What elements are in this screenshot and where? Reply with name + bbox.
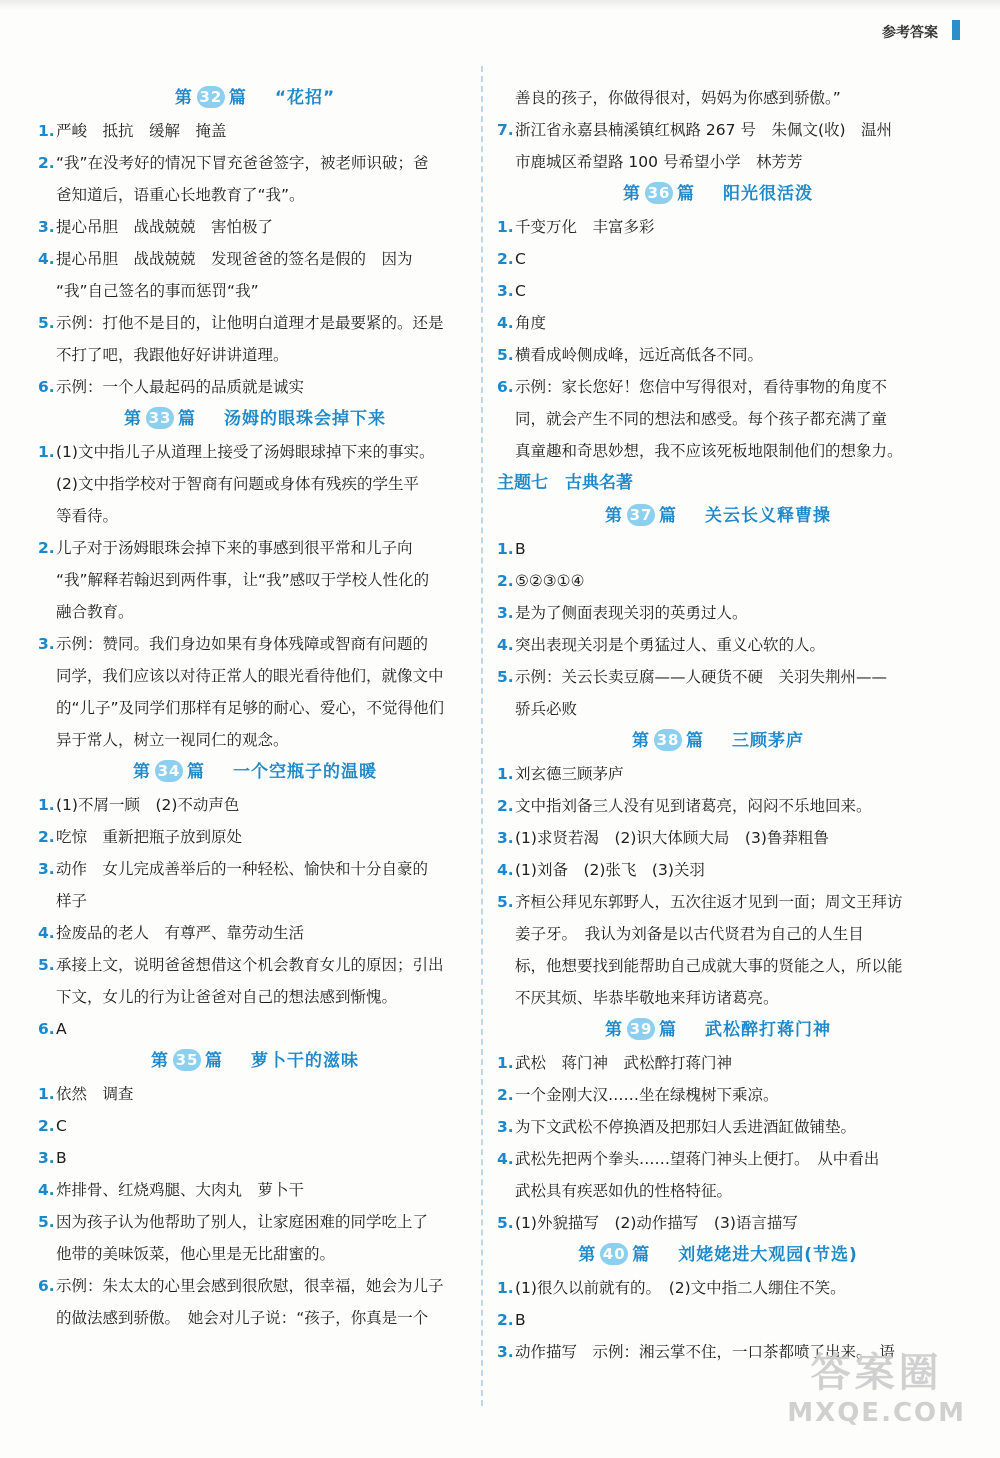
answer-text: B <box>515 1311 526 1329</box>
article-number-badge: 33 <box>146 407 174 429</box>
answer-number: 1. <box>497 218 514 236</box>
answer-number: 3. <box>497 1118 514 1136</box>
title-prefix: 第 <box>133 762 151 782</box>
answer-text: 突出表现关羽是个勇猛过人、重义心软的人。 <box>515 636 826 654</box>
watermark <box>787 1341 966 1428</box>
section-title <box>38 82 470 115</box>
answer-text: 爸知道后，语重心长地教育了“我”。 <box>56 186 305 204</box>
answer-text: “我”解释若翰迟到两件事，让“我”感叹于学校人性化的 <box>56 571 430 589</box>
answer-text: “我”自己签名的事而惩罚“我” <box>56 282 259 300</box>
answer-continuation <box>38 275 470 307</box>
title-suffix: 篇 <box>178 409 196 429</box>
answer-text: 下文，女儿的行为让爸爸对自己的想法感到惭愧。 <box>56 988 398 1006</box>
answer-text: 是为了侧面表现关羽的英勇过人。 <box>515 604 748 622</box>
answer-line <box>497 790 937 822</box>
answer-number: 7. <box>497 121 514 139</box>
answer-number: 4. <box>38 250 55 268</box>
answer-number: 6. <box>38 1020 55 1038</box>
answer-number: 6. <box>38 378 55 396</box>
answer-number: 5. <box>38 1213 55 1231</box>
answer-continuation <box>38 885 470 917</box>
answer-text: 提心吊胆 战战兢兢 害怕极了 <box>56 218 274 236</box>
page-top-edge <box>0 0 1000 10</box>
answer-number: 3. <box>38 1149 55 1167</box>
answer-text: 武松先把两个拳头……望蒋门神头上便打。 从中看出 <box>515 1150 880 1168</box>
answer-continuation <box>497 1175 937 1207</box>
section-title <box>38 756 470 789</box>
answer-line <box>38 1142 470 1174</box>
answer-text: 齐桓公拜见东郭野人，五次往返才见到一面；周文王拜访 <box>515 893 903 911</box>
answer-text: 样子 <box>56 892 88 910</box>
title-prefix: 第 <box>151 1051 169 1071</box>
answer-line <box>38 853 470 885</box>
answer-line <box>497 661 937 693</box>
article-title: “花招” <box>274 88 336 108</box>
answer-number: 2. <box>497 250 514 268</box>
answer-text: C <box>515 282 526 300</box>
answer-text: 捡废品的老人 有尊严、靠劳动生活 <box>56 924 305 942</box>
answer-continuation <box>497 693 937 725</box>
article-title: 关云长义释曹操 <box>705 506 831 526</box>
answer-text: 武松具有疾恶如仇的性格特征。 <box>515 1182 733 1200</box>
answer-number: 1. <box>497 765 514 783</box>
answer-continuation <box>497 403 937 435</box>
answer-text: 浙江省永嘉县楠溪镇红枫路 267 号 朱佩文(收) 温州 <box>515 121 893 139</box>
answer-text: 横看成岭侧成峰，远近高低各不同。 <box>515 346 764 364</box>
answer-line <box>497 307 937 339</box>
right-column <box>497 82 937 1368</box>
section-title <box>38 403 470 436</box>
answer-number: 3. <box>497 604 514 622</box>
section-title <box>497 1239 937 1272</box>
answer-line <box>497 243 937 275</box>
answer-text: 骄兵必败 <box>515 700 578 718</box>
answer-number: 4. <box>38 1181 55 1199</box>
title-suffix: 篇 <box>228 88 247 108</box>
answer-text: C <box>515 250 526 268</box>
answer-line <box>497 886 937 918</box>
watermark-url: MXQE.COM <box>787 1398 966 1428</box>
answer-number: 6. <box>38 1277 55 1295</box>
answer-line <box>497 275 937 307</box>
title-prefix: 第 <box>174 88 193 108</box>
answer-text: 依然 调查 <box>56 1085 134 1103</box>
answer-number: 5. <box>497 1214 514 1232</box>
answer-line <box>38 821 470 853</box>
article-number-badge: 40 <box>600 1243 628 1265</box>
answer-text: 示例：一个人最起码的品质就是诚实 <box>56 378 305 396</box>
answer-line <box>38 917 470 949</box>
answer-text: 姜子牙。 我认为刘备是以古代贤君为自己的人生目 <box>515 925 864 943</box>
answer-line <box>497 629 937 661</box>
article-number-badge: 35 <box>173 1049 201 1071</box>
answer-text: 吃惊 重新把瓶子放到原处 <box>56 828 243 846</box>
answer-text: 为下文武松不停换酒及把那妇人丢进酒缸做铺垫。 <box>515 1118 857 1136</box>
section-title <box>497 178 937 211</box>
answer-text: 示例：家长您好！您信中写得很对，看待事物的角度不 <box>515 378 888 396</box>
answer-continuation <box>497 435 937 467</box>
answer-number: 3. <box>497 282 514 300</box>
answer-line <box>38 1013 470 1045</box>
title-prefix: 第 <box>632 731 650 751</box>
answer-number: 2. <box>38 539 55 557</box>
article-number-badge: 36 <box>645 182 673 204</box>
answer-text: C <box>56 1117 67 1135</box>
header-accent-bar <box>952 20 960 40</box>
answer-text: (1)外貌描写 (2)动作描写 (3)语言描写 <box>515 1214 798 1232</box>
answer-text: (1)求贤若渴 (2)识大体顾大局 (3)鲁莽粗鲁 <box>515 829 829 847</box>
answer-number: 1. <box>38 1085 55 1103</box>
answer-text: 同，就会产生不同的想法和感受。每个孩子都充满了童 <box>515 410 888 428</box>
answer-text: 儿子对于汤姆眼珠会掉下来的事感到很平常和儿子向 <box>56 539 413 557</box>
answer-line <box>38 436 470 468</box>
answer-line <box>497 565 937 597</box>
answer-line <box>38 1270 470 1302</box>
answer-text: 承接上文，说明爸爸想借这个机会教育女儿的原因；引出 <box>56 956 444 974</box>
section-title <box>38 1045 470 1078</box>
answer-continuation <box>497 918 937 950</box>
answer-line <box>38 949 470 981</box>
answer-text: 异于常人，树立一视同仁的观念。 <box>56 731 289 749</box>
answer-number: 2. <box>38 1117 55 1135</box>
answer-text: 不厌其烦、毕恭毕敬地来拜访诸葛亮。 <box>515 989 779 1007</box>
answer-line <box>38 1206 470 1238</box>
answer-line <box>497 1079 937 1111</box>
answer-text: B <box>515 540 526 558</box>
answer-text: B <box>56 1149 67 1167</box>
answer-line <box>497 1143 937 1175</box>
answer-number: 5. <box>497 668 514 686</box>
answer-line <box>38 628 470 660</box>
left-column <box>38 82 470 1334</box>
answer-line <box>497 597 937 629</box>
article-number-badge: 39 <box>627 1018 655 1040</box>
article-title: 刘姥姥进大观园(节选) <box>678 1245 858 1265</box>
answer-text: 武松 蒋门神 武松醉打蒋门神 <box>515 1054 733 1072</box>
answer-continuation <box>38 692 470 724</box>
answer-number: 1. <box>38 122 55 140</box>
answer-text: (1)不屑一顾 (2)不动声色 <box>56 796 240 814</box>
answer-line <box>38 211 470 243</box>
answer-text: 融合教育。 <box>56 603 134 621</box>
answer-continuation <box>38 660 470 692</box>
answer-text: (1)刘备 (2)张飞 (3)关羽 <box>515 861 705 879</box>
answer-number: 6. <box>497 378 514 396</box>
answer-number: 1. <box>38 443 55 461</box>
answer-continuation <box>497 146 937 178</box>
answer-continuation <box>38 468 470 500</box>
article-title: 一个空瓶子的温暖 <box>233 762 377 782</box>
title-prefix: 第 <box>605 506 623 526</box>
answer-number: 3. <box>497 1343 514 1361</box>
answer-line <box>38 307 470 339</box>
answer-number: 2. <box>38 828 55 846</box>
answer-continuation <box>38 724 470 756</box>
answer-line <box>497 339 937 371</box>
answer-number: 3. <box>38 860 55 878</box>
answer-line <box>497 1272 937 1304</box>
article-title: 三顾茅庐 <box>732 731 804 751</box>
answer-number: 1. <box>497 540 514 558</box>
answer-text: 刘玄德三顾茅庐 <box>515 765 624 783</box>
article-title: 武松醉打蒋门神 <box>705 1020 831 1040</box>
answer-line <box>38 115 470 147</box>
answer-text: 提心吊胆 战战兢兢 发现爸爸的签名是假的 因为 <box>56 250 413 268</box>
answer-line <box>38 243 470 275</box>
answer-line <box>497 371 937 403</box>
section-title <box>497 725 937 758</box>
article-number-badge: 32 <box>197 86 225 108</box>
answer-continuation <box>38 179 470 211</box>
answer-text: 真童趣和奇思妙想，我不应该死板地限制他们的想象力。 <box>515 442 903 460</box>
answer-line <box>38 1174 470 1206</box>
title-suffix: 篇 <box>187 762 205 782</box>
answer-line <box>497 211 937 243</box>
title-suffix: 篇 <box>205 1051 223 1071</box>
answer-continuation <box>38 1302 470 1334</box>
answer-text: 一个金刚大汉……坐在绿槐树下乘凉。 <box>515 1086 779 1104</box>
answer-number: 2. <box>497 572 514 590</box>
answer-number: 5. <box>497 346 514 364</box>
answer-number: 2. <box>38 154 55 172</box>
answer-continuation <box>38 981 470 1013</box>
answer-text: 的做法感到骄傲。 她会对儿子说：“孩子，你真是一个 <box>56 1309 429 1327</box>
answer-number: 1. <box>497 1279 514 1297</box>
answer-number: 5. <box>38 314 55 332</box>
answer-text: 动作 女儿完成善举后的一种轻松、愉快和十分自豪的 <box>56 860 429 878</box>
answer-line <box>38 532 470 564</box>
title-suffix: 篇 <box>659 506 677 526</box>
answer-text: (1)很久以前就有的。 (2)文中指二人绷住不笑。 <box>515 1279 846 1297</box>
article-number-badge: 37 <box>627 504 655 526</box>
title-suffix: 篇 <box>659 1020 677 1040</box>
title-prefix: 第 <box>623 184 641 204</box>
answer-number: 5. <box>497 893 514 911</box>
answer-text: 炸排骨、红烧鸡腿、大肉丸 萝卜干 <box>56 1181 305 1199</box>
title-prefix: 第 <box>124 409 142 429</box>
answer-number: 2. <box>497 797 514 815</box>
answer-line <box>38 1078 470 1110</box>
answer-number: 2. <box>497 1311 514 1329</box>
answer-text: “我”在没考好的情况下冒充爸爸签字，被老师识破；爸 <box>56 154 429 172</box>
answer-number: 1. <box>497 1054 514 1072</box>
answer-number: 2. <box>497 1086 514 1104</box>
answer-text: 千变万化 丰富多彩 <box>515 218 655 236</box>
answer-line <box>497 1304 937 1336</box>
article-number-badge: 34 <box>155 760 183 782</box>
answer-line <box>38 371 470 403</box>
answer-line <box>497 1111 937 1143</box>
answer-continuation <box>497 982 937 1014</box>
title-suffix: 篇 <box>677 184 695 204</box>
answer-text: (2)文中指学校对于智商有问题或身体有残疾的学生平 <box>56 475 419 493</box>
section-title <box>497 1014 937 1047</box>
answer-number: 3. <box>38 635 55 653</box>
answer-text: 示例：打他不是目的，让他明白道理才是最要紧的。还是 <box>56 314 444 332</box>
answer-number: 4. <box>497 861 514 879</box>
answer-text: 因为孩子认为他帮助了别人，让家庭困难的同学吃上了 <box>56 1213 429 1231</box>
section-title <box>497 500 937 533</box>
answer-number: 5. <box>38 956 55 974</box>
answer-text: 示例：赞同。我们身边如果有身体残障或智商有问题的 <box>56 635 429 653</box>
answer-line <box>38 789 470 821</box>
answer-text: ⑤②③①④ <box>515 572 585 590</box>
theme-heading: 主题七 古典名著 <box>497 473 633 493</box>
answer-continuation <box>497 82 937 114</box>
answer-continuation <box>497 950 937 982</box>
title-prefix: 第 <box>605 1020 623 1040</box>
answer-line <box>497 758 937 790</box>
answer-line <box>497 1207 937 1239</box>
answer-text: (1)文中指儿子从道理上接受了汤姆眼球掉下来的事实。 <box>56 443 435 461</box>
answer-text: 市鹿城区希望路 100 号希望小学 林芳芳 <box>515 153 803 171</box>
answer-number: 4. <box>497 314 514 332</box>
answer-text: 的“儿子”及同学们那样有足够的耐心、爱心，不觉得他们 <box>56 699 445 717</box>
answer-line <box>497 114 937 146</box>
header-label: 参考答案 <box>882 25 938 41</box>
answer-continuation <box>38 500 470 532</box>
answer-number: 3. <box>497 829 514 847</box>
answer-number: 3. <box>38 218 55 236</box>
answer-line <box>497 533 937 565</box>
answer-text: A <box>56 1020 67 1038</box>
answer-line <box>497 822 937 854</box>
article-title: 萝卜干的滋味 <box>251 1051 359 1071</box>
watermark-logo: 答案圈 <box>810 1350 943 1396</box>
answer-number: 1. <box>38 796 55 814</box>
answer-continuation <box>38 1238 470 1270</box>
answer-number: 4. <box>497 636 514 654</box>
answer-text: 示例：关云长卖豆腐——人硬货不硬 关羽失荆州—— <box>515 668 888 686</box>
column-divider <box>481 66 483 1406</box>
answer-text: 标，他想要找到能帮助自己成就大事的贤能之人，所以能 <box>515 957 903 975</box>
answer-text: 示例：朱太太的心里会感到很欣慰，很幸福，她会为儿子 <box>56 1277 444 1295</box>
answer-text: 不打了吧，我跟他好好讲讲道理。 <box>56 346 289 364</box>
article-number-badge: 38 <box>654 729 682 751</box>
answer-line <box>38 147 470 179</box>
answer-line <box>38 1110 470 1142</box>
answer-line <box>497 854 937 886</box>
answer-text: 文中指刘备三人没有见到诸葛亮，闷闷不乐地回来。 <box>515 797 872 815</box>
title-prefix: 第 <box>578 1245 597 1265</box>
answer-text: 动作描写 示例：湘云掌不住，一口茶都喷了出来。 语 <box>515 1343 895 1361</box>
answer-text: 严峻 抵抗 缓解 掩盖 <box>56 122 227 140</box>
title-suffix: 篇 <box>686 731 704 751</box>
article-title: 阳光很活泼 <box>723 184 813 204</box>
article-title: 汤姆的眼珠会掉下来 <box>224 409 386 429</box>
answer-continuation <box>38 596 470 628</box>
title-suffix: 篇 <box>632 1245 651 1265</box>
answer-text: 他带的美味饭菜，他心里是无比甜蜜的。 <box>56 1245 336 1263</box>
answer-number: 4. <box>497 1150 514 1168</box>
answer-continuation <box>38 564 470 596</box>
answer-continuation <box>38 339 470 371</box>
answer-text: 角度 <box>515 314 547 332</box>
answer-line <box>497 1047 937 1079</box>
answer-text: 等看待。 <box>56 507 119 525</box>
answer-text: 善良的孩子，你做得很对，妈妈为你感到骄傲。” <box>515 89 841 107</box>
answer-number: 4. <box>38 924 55 942</box>
answer-text: 同学，我们应该以对待正常人的眼光看待他们，就像文中 <box>56 667 444 685</box>
